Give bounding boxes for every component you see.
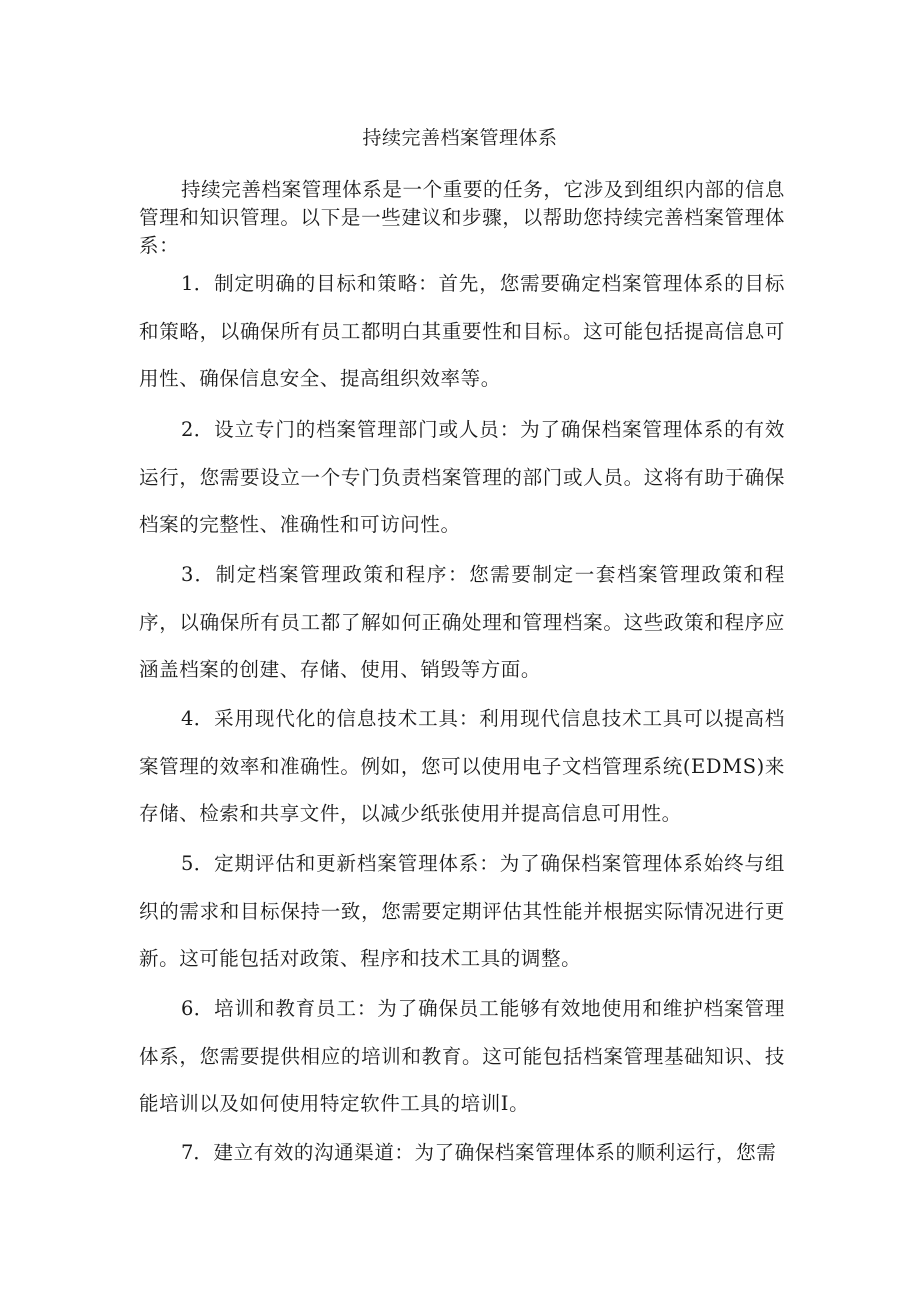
item-text: ．定期评估和更新档案管理体系：为了确保档案管理体系始终与组织的需求和目标保持一致，您需要定期评估其性能并根据实际情况进行更新。这可能包括对政策、程序和技术工具的调整。: [139, 852, 785, 970]
list-item: [139, 840, 785, 983]
list-item: [139, 406, 785, 549]
item-text: ．制定档案管理政策和程序：您需要制定一套档案管理政策和程序，以确保所有员工都了解如何正确处理和管理档案。这些政策和程序应涵盖档案的创建、存储、使用、销毁等方面。: [139, 563, 785, 681]
list-item: [139, 551, 785, 694]
item-number: 4: [181, 707, 194, 730]
item-number: 3: [181, 563, 194, 586]
list-item: [139, 695, 785, 838]
item-text: ．采用现代化的信息技术工具：利用现代信息技术工具可以提高档案管理的效率和准确性。例如，您可以使用电子文档管理系统(EDMS)来存储、检索和共享文件，以减少纸张使用并提高信息可用性。: [139, 707, 785, 825]
list-item: [139, 1129, 785, 1177]
item-text: ．制定明确的目标和策略：首先，您需要确定档案管理体系的目标和策略，以确保所有员工都明白其重要性和目标。这可能包括提高信息可用性、确保信息安全、提高组织效率等。: [139, 272, 785, 390]
item-text: ．培训和教育员工：为了确保员工能够有效地使用和维护档案管理体系，您需要提供相应的培训和教育。这可能包括档案管理基础知识、技能培训以及如何使用特定软件工具的培训I。: [139, 997, 785, 1115]
item-text: ．建立有效的沟通渠道：为了确保档案管理体系的顺利运行，您需: [193, 1141, 777, 1164]
list-item: [139, 260, 785, 403]
list-item: [139, 985, 785, 1128]
item-number: 5: [181, 852, 194, 875]
item-number: 2: [181, 418, 194, 441]
item-number: 1: [181, 272, 194, 295]
item-text: ．设立专门的档案管理部门或人员：为了确保档案管理体系的有效运行，您需要设立一个专门负责档案管理的部门或人员。这将有助于确保档案的完整性、准确性和可访问性。: [139, 418, 785, 536]
item-number: 6: [181, 997, 194, 1020]
item-number: 7: [181, 1141, 194, 1164]
document-title: 持续完善档案管理体系: [362, 127, 558, 149]
intro-paragraph: 持续完善档案管理体系是一个重要的任务，它涉及到组织内部的信息管理和知识管理。以下是一些建议和步骤，以帮助您持续完善档案管理体系：: [139, 178, 785, 257]
